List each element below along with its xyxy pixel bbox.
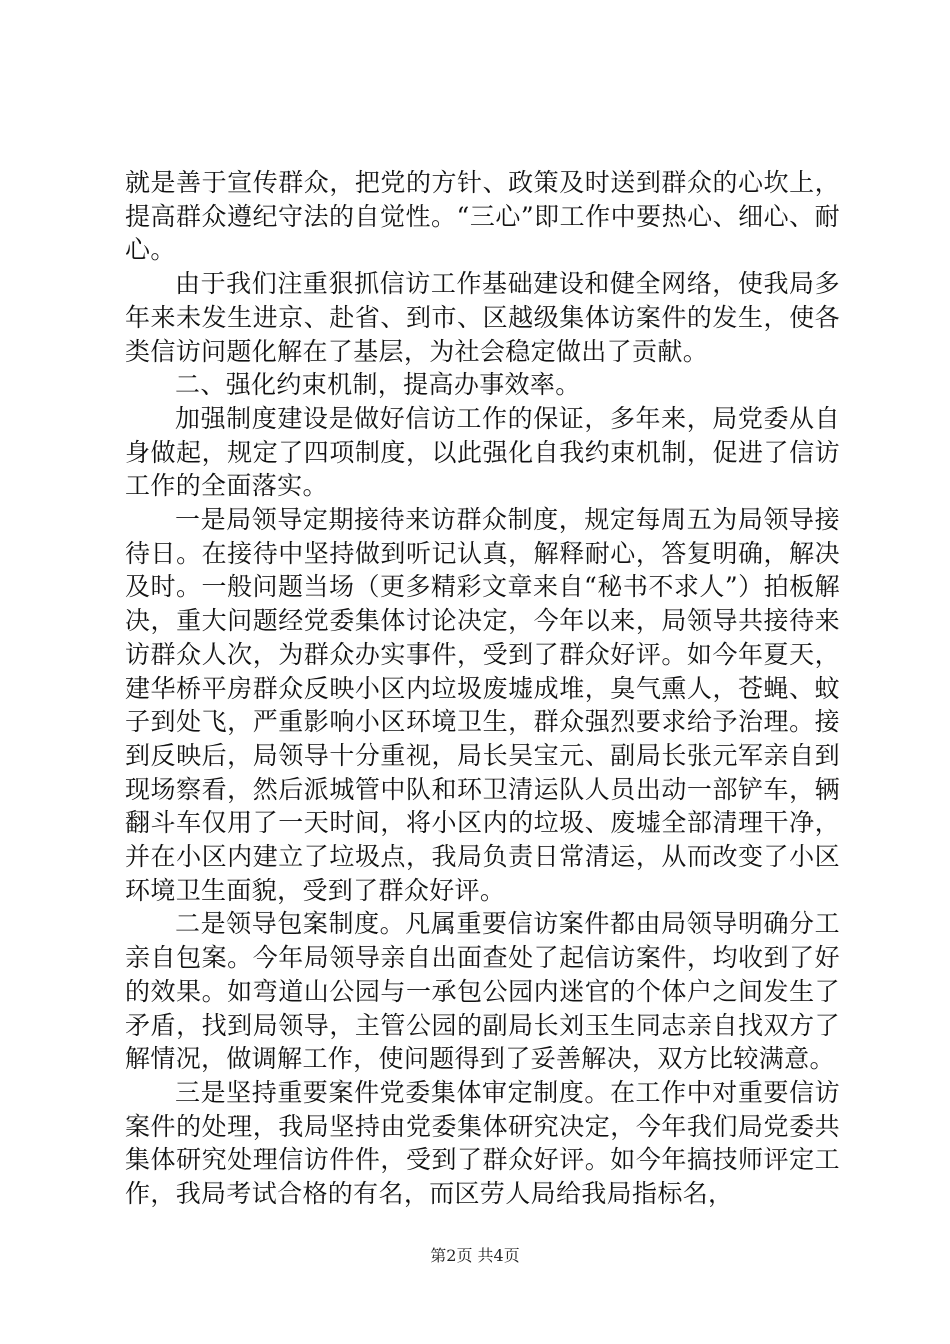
paragraph: 由于我们注重狠抓信访工作基础建设和健全网络，使我局多年来未发生进京、赴省、到市、区越级集体访案件的发生，使各类信访问题化解在了基层，为社会稳定做出了贡献。 (125, 269, 840, 366)
document-body (125, 166, 840, 1211)
paragraph: 加强制度建设是做好信访工作的保证，多年来，局党委从自身做起，规定了四项制度，以此强化自我约束机制，促进了信访工作的全面落实。 (125, 403, 840, 501)
paragraph-continuation: 就是善于宣传群众，把党的方针、政策及时送到群众的心坎上，提高群众遵纪守法的自觉性。“三心”即工作中要热心、细心、耐心。 (125, 168, 840, 265)
paragraph: 二是领导包案制度。凡属重要信访案件都由局领导明确分工亲自包案。今年局领导亲自出面查处了起信访案件，均收到了好的效果。如弯道山公园与一承包公园内迷官的个体户之间发生了矛盾，找到局领导，主管公园的副局长刘玉生同志亲自找双方了解情况，做调解工作，使问题得到了妥善解决，双方比较满意。 (125, 909, 840, 1074)
paragraph: 三是坚持重要案件党委集体审定制度。在工作中对重要信访案件的处理，我局坚持由党委集体研究决定，今年我们局党委共集体研究处理信访件件，受到了群众好评。如今年搞技师评定工作，我局考试合格的有名，而区劳人局给我局指标名， (125, 1077, 840, 1209)
paragraph: 一是局领导定期接待来访群众制度，规定每周五为局领导接待日。在接待中坚持做到听记认真，解释耐心，答复明确，解决及时。一般问题当场（更多精彩文章来自“秘书不求人”）拍板解决，重大问题经党委集体讨论决定，今年以来，局领导共接待来访群众人次，为群众办实事件，受到了群众好评。如今年夏天，建华桥平房群众反映小区内垃圾废墟成堆，臭气熏人，苍蝇、蚊子到处飞，严重影响小区环境卫生，群众强烈要求给予治理。接到反映后，局领导十分重视，局长吴宝元、副局长张元军亲自到现场察看，然后派城管中队和环卫清运队人员出动一部铲车，辆翻斗车仅用了一天时间，将小区内的垃圾、废墟全部清理干净，并在小区内建立了垃圾点，我局负责日常清运，从而改变了小区环境卫生面貌，受到了群众好评。 (125, 505, 840, 905)
section-heading: 二、强化约束机制，提高办事效率。 (175, 370, 581, 400)
page-number-footer: 第2页 共4页 (430, 1246, 520, 1265)
